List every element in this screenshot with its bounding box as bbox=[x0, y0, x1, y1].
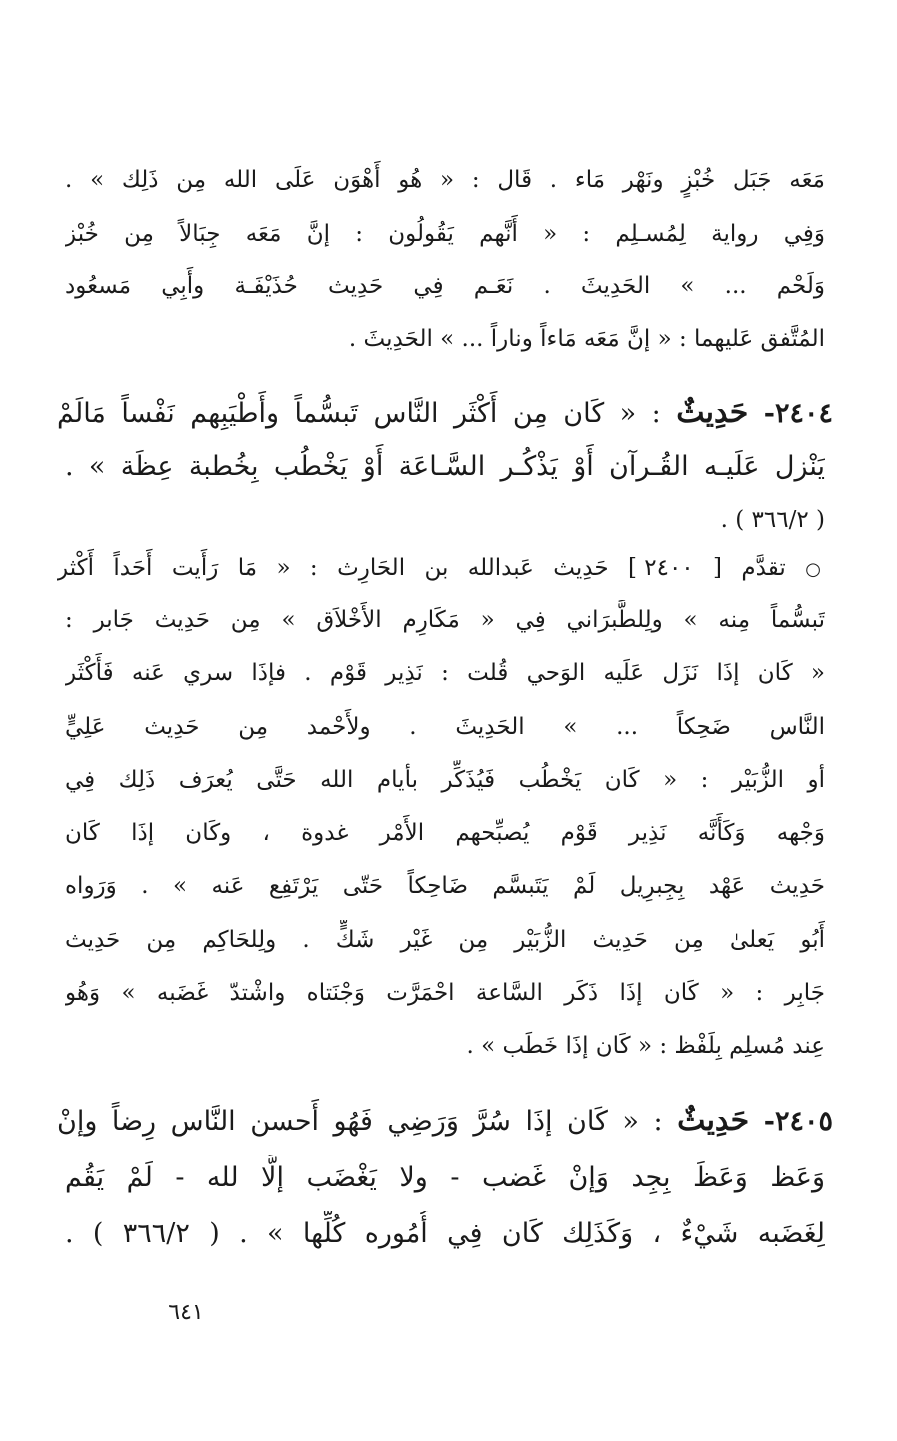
hadith-2404-line-1 bbox=[57, 390, 833, 436]
note-circle-icon: ○ bbox=[805, 559, 833, 580]
hadith-2404-text-1: : « كَان مِن أَكْثَر النَّاس تَبسُّماً وأَطْيَبِهم نَفْساً مَالَمْ bbox=[57, 398, 661, 429]
hadith-2404-reference: ( ٣٦٦/٢ ) . bbox=[720, 507, 825, 533]
hadith-2405-number: ٢٤٠٥- bbox=[763, 1106, 833, 1137]
intro-line-2: وَفِي رواية لِمُسـلِم : « أَنَّهم يَقُولُون : إنَّ مَعَه جِبَالاً مِن خُبْز bbox=[65, 221, 825, 247]
intro-line-3: وَلَحْم ... » الحَدِيثَ . نَعَـم فِي حَدِيث حُذَيْفَـة وأَبِي مَسعُود bbox=[65, 273, 825, 299]
hadith-2405-label: حَدِيثٌ bbox=[677, 1103, 750, 1138]
note-line-6: وَجْهه وَكَأَنَّه نَذِير قَوْم يُصبِّحهم الأَمْر غدوة ، وكَان إذَا كَان bbox=[65, 820, 825, 846]
note-line-4: النَّاس ضَحِكاً ... » الحَدِيثَ . ولأَحْمد مِن حَدِيث عَلِيٍّ bbox=[65, 714, 825, 740]
note-line-9: جَابِر : « كَان إذَا ذَكَر السَّاعة احْمَرَّت وَجْنَتاه واشْتدّ غَضَبه » وَهُو bbox=[65, 980, 825, 1006]
page-number: ٦٤١ bbox=[168, 1300, 204, 1325]
note-line-1 bbox=[57, 548, 833, 588]
hadith-2404-label: حَدِيثٌ bbox=[676, 395, 749, 430]
hadith-2404-line-2: يَنْزل عَلَيـه القُـرآن أَوْ يَذْكُـر السَّـاعَة أَوْ يَخْطُب بِخُطبة عِظَة » . bbox=[65, 451, 825, 482]
note-line-10: عِند مُسلِم بِلَفْظ : « كَان إذَا خَطَب » . bbox=[466, 1033, 825, 1059]
hadith-2405-line-1 bbox=[57, 1098, 833, 1144]
hadith-2405-line-3: لِغَضَبه شَيْءٌ ، وَكَذَلِك كَان فِي أُمُوره كُلِّها » . ( ٣٦٦/٢ ) . bbox=[65, 1218, 825, 1249]
note-line-8: أَبُو يَعلىٰ مِن حَدِيث الزُّبَيْر مِن غَيْر شَكٍّ . ولِلحَاكِم مِن حَدِيث bbox=[65, 927, 825, 953]
note-line-2: تَبسُّماً مِنه » ولِلطَّبرَاني فِي « مَكَارِم الأَخْلاَق » مِن حَدِيث جَابر : bbox=[65, 607, 825, 633]
note-line-3: « كَان إذَا نَزَل عَلَيه الوَحي قُلت : نَذِير قَوْم . فإذَا سري عَنه فَأَكْثَر bbox=[65, 660, 825, 686]
hadith-2405-text-1: : « كَان إذَا سُرَّ وَرَضِي فَهُو أَحسن النَّاس رِضاً وإنْ bbox=[57, 1106, 663, 1137]
note-text-1: تقدَّم [ ٢٤٠٠ ] حَدِيث عَبدالله بن الحَارِث : « مَا رَأَيت أَحَداً أَكْثر bbox=[57, 555, 786, 581]
intro-line-1: مَعَه جَبَل خُبْزٍ ونَهْر مَاء . قَال : « هُو أَهْوَن عَلَى الله مِن ذَلِك » . bbox=[65, 167, 825, 193]
note-line-7: حَدِيث عَهْد بِجِبرِيل لَمْ يَتَبسَّم ضَاحِكاً حَتّى يَرْتَفِع عَنه » . وَرَواه bbox=[65, 873, 825, 899]
hadith-2404-number: ٢٤٠٤- bbox=[763, 398, 833, 429]
note-line-5: أو الزُّبَيْر : « كَان يَخْطُب فَيُذَكِّر بأيام الله حَتَّى يُعرَف ذَلِك فِي bbox=[65, 767, 825, 793]
intro-line-4: المُتَّفق عَليهما : « إنَّ مَعَه مَاءاً وناراً ... » الحَدِيثَ . bbox=[348, 326, 825, 352]
hadith-2405-line-2: وَعَظ وَعَظَ بِجِد وَإنْ غَضب - ولا يَغْضَب إلَّا لله - لَمْ يَقُم bbox=[65, 1162, 825, 1193]
